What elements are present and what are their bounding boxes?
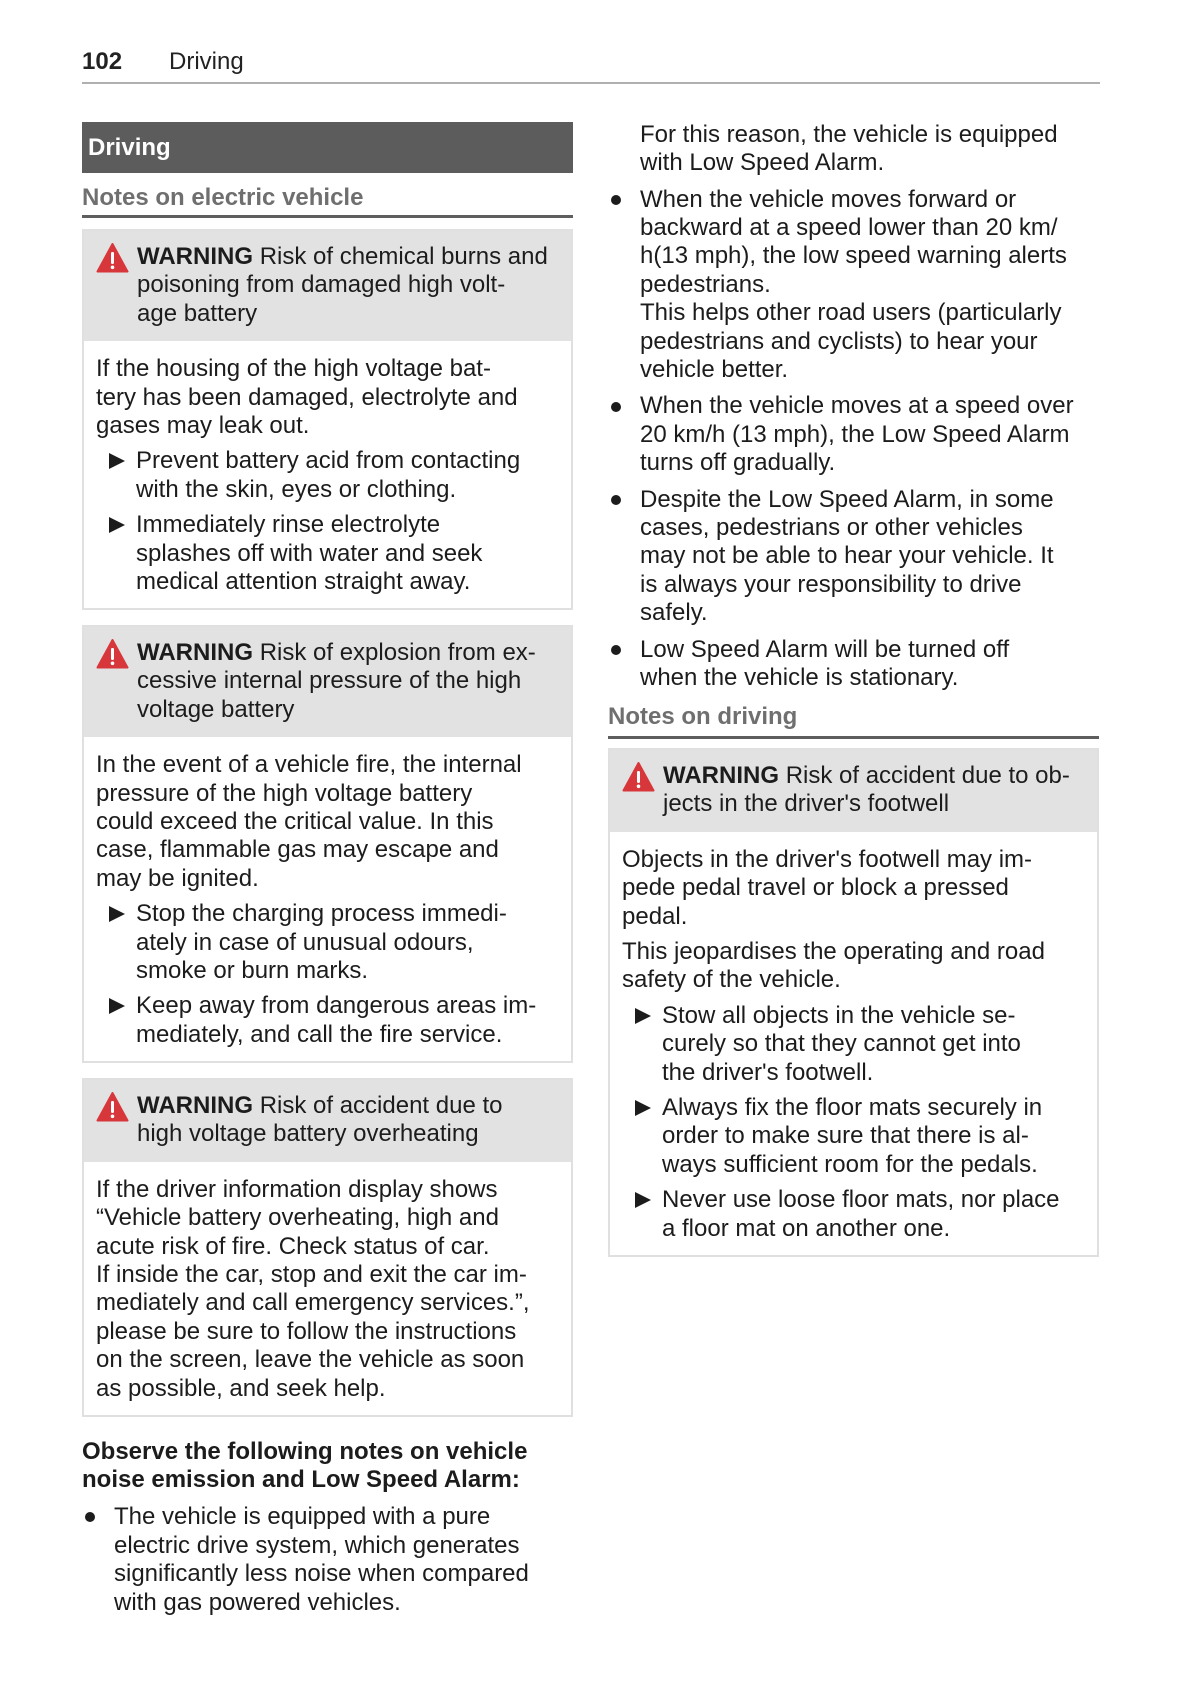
section-title-electric-vehicle: Notes on electric vehicle (82, 184, 364, 212)
step-arrow-icon (635, 1100, 651, 1116)
list-item-text: When the vehicle moves at a speed over 20 km/h (13 mph), the Low Speed Alarm turns off gradually. (640, 392, 1074, 477)
warning-label: WARNING (663, 762, 779, 789)
instruction-step (622, 1094, 1087, 1179)
warning-text: If the housing of the high voltage bat- tery has been damaged, electrolyte and gases may leak out. (96, 355, 518, 440)
list-item (608, 392, 1099, 477)
header-rule (82, 82, 1100, 84)
noise-notes-heading: Observe the following notes on vehicle noise emission and Low Speed Alarm: (82, 1437, 528, 1494)
list-item-text: When the vehicle moves forward or backward at a speed lower than 20 km/ h(13 mph), the low speed warning alerts pedestrians. This helps other road users (particularly pedestrians and cyclists) to hear your vehicle better. (640, 185, 1067, 384)
bullet-dot-icon (611, 195, 621, 205)
instruction-text: Stop the charging process immedi- ately in case of unusual odours, smoke or burn marks. (136, 900, 507, 985)
warning-title: Risk of accident due to ob- jects in the driver's footwell (663, 762, 1070, 818)
warning-header (84, 1080, 571, 1162)
section-rule (608, 736, 1099, 739)
instruction-text: Prevent battery acid from contacting with the skin, eyes or clothing. (136, 447, 521, 503)
step-arrow-icon (109, 517, 125, 533)
warning-box-footwell (608, 748, 1099, 1257)
warning-triangle-icon (96, 1091, 129, 1122)
step-arrow-icon (635, 1008, 651, 1024)
bullet-dot-icon (611, 402, 621, 412)
step-arrow-icon (109, 906, 125, 922)
instruction-step (96, 447, 561, 504)
warning-text: This jeopardises the operating and road safety of the vehicle. (622, 938, 1045, 994)
low-speed-alarm-notes (608, 121, 1099, 693)
warning-box-overheating (82, 1078, 573, 1417)
list-item (608, 486, 1099, 628)
list-item (608, 636, 1099, 693)
warning-body (84, 737, 571, 1061)
warning-body (84, 1162, 571, 1415)
instruction-text: Stow all objects in the vehicle se- curely so that they cannot get into the driver's footwell. (662, 1001, 1021, 1086)
warning-label: WARNING (137, 243, 253, 270)
section-title-driving: Notes on driving (608, 702, 798, 730)
instruction-text: Immediately rinse electrolyte splashes off with water and seek medical attention straight away. (136, 511, 483, 596)
intro-text: For this reason, the vehicle is equipped with Low Speed Alarm. (640, 120, 1058, 177)
list-item (82, 1503, 573, 1617)
step-arrow-icon (109, 998, 125, 1014)
step-arrow-icon (109, 453, 125, 469)
warning-title: Risk of explosion from ex- cessive internal pressure of the high voltage battery (137, 639, 536, 723)
step-arrow-icon (635, 1192, 651, 1208)
instruction-text: Keep away from dangerous areas im- mediately, and call the fire service. (136, 992, 537, 1048)
warning-title: Risk of chemical burns and poisoning from damaged high volt- age battery (137, 243, 548, 327)
running-title: Driving (169, 47, 244, 75)
instruction-text: Never use loose floor mats, nor place a floor mat on another one. (662, 1186, 1060, 1242)
chapter-bar (82, 122, 573, 173)
instruction-text: Always fix the floor mats securely in order to make sure that there is al- ways sufficient room for the pedals. (662, 1094, 1043, 1178)
instruction-step (96, 900, 561, 985)
instruction-step (96, 511, 561, 596)
list-item-text: Despite the Low Speed Alarm, in some cases, pedestrians or other vehicles may not be able to hear your vehicle. It is always your responsibility to drive safely. (640, 485, 1054, 627)
warning-triangle-icon (96, 638, 129, 669)
warning-body (610, 832, 1097, 1255)
bullet-dot-icon (611, 645, 621, 655)
bullet-dot-icon (85, 1512, 95, 1522)
noise-notes (82, 1438, 573, 1617)
warning-triangle-icon (96, 242, 129, 273)
list-item (608, 186, 1099, 385)
page-number: 102 (82, 47, 123, 75)
chapter-title: Driving (88, 134, 171, 161)
warning-triangle-icon (622, 761, 655, 792)
instruction-step (622, 1002, 1087, 1087)
warning-box-explosion (82, 625, 573, 1063)
list-item-text: The vehicle is equipped with a pure electric drive system, which generates significantly less noise when compared with gas powered vehicles. (114, 1503, 529, 1616)
warning-text: Objects in the driver's footwell may im- pede pedal travel or block a pressed pedal. (622, 845, 1033, 930)
warning-header (84, 627, 571, 737)
warning-box-chemical-burns (82, 229, 573, 610)
list-item-text: Low Speed Alarm will be turned off when the vehicle is stationary. (640, 635, 1010, 692)
warning-title: Risk of accident due to high voltage battery overheating (137, 1092, 503, 1148)
warning-label: WARNING (137, 639, 253, 666)
warning-header (84, 231, 571, 341)
warning-text: In the event of a vehicle fire, the internal pressure of the high voltage battery could exceed the critical value. In this case, flammable gas may escape and may be ignited. (96, 751, 522, 892)
warning-text: If the driver information display shows “Vehicle battery overheating, high and acute risk of fire. Check status of car. If inside the car, stop and exit the car im- mediately and call emergency services.”, please be sure to follow the instructions on the screen, leave the vehicle as soon as possible, and seek help. (96, 1175, 530, 1402)
bullet-dot-icon (611, 495, 621, 505)
warning-header (610, 750, 1097, 832)
warning-label: WARNING (137, 1092, 253, 1119)
instruction-step (96, 992, 561, 1049)
warning-body (84, 341, 571, 608)
instruction-step (622, 1186, 1087, 1243)
section-rule (82, 215, 573, 218)
